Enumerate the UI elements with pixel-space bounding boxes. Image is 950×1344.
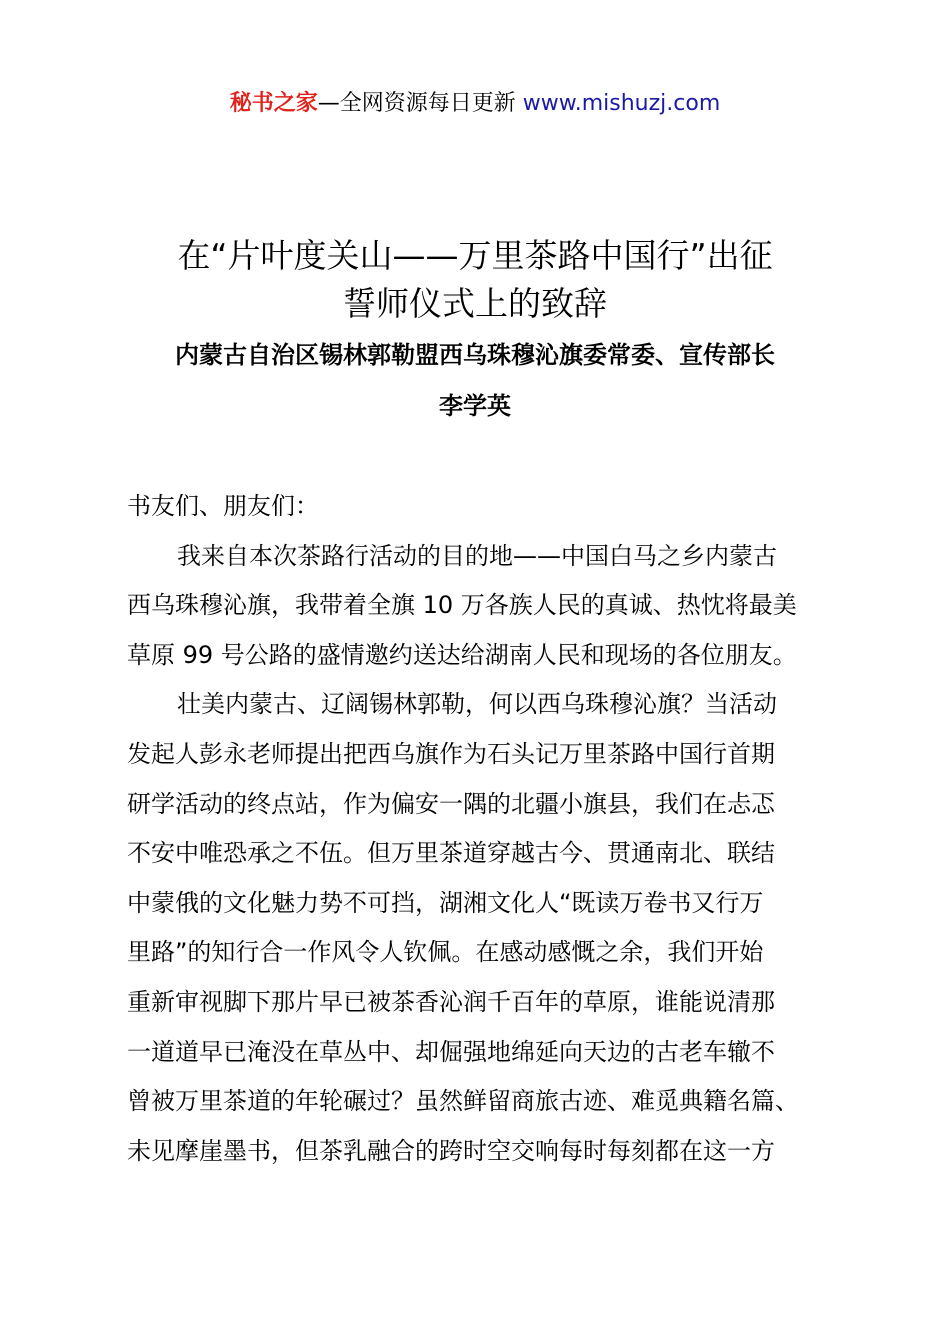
site-url-link[interactable]: www.mishuzj.com — [522, 91, 721, 116]
paragraph-line: 未见摩崖墨书，但茶乳融合的跨时空交响每时每刻都在这一方 — [127, 1136, 775, 1165]
paragraph-line: 草原 99 号公路的盛情邀约送达给湖南人民和现场的各位朋友。 — [127, 640, 797, 669]
paragraph-line: 中蒙俄的文化魅力势不可挡，湖湘文化人“既读万卷书又行万 — [127, 888, 764, 917]
title-line: 誓师仪式上的致辞 — [343, 284, 607, 323]
title-line: 在“片叶度关山——万里茶路中国行”出征 — [177, 236, 773, 275]
document-title — [0, 232, 950, 328]
paragraph-line: 我来自本次茶路行活动的目的地——中国白马之乡内蒙古 — [177, 541, 777, 570]
author-position: 内蒙古自治区锡林郭勒盟西乌珠穆沁旗委常委、宣传部长 — [175, 341, 775, 369]
paragraph-line: 研学活动的终点站，作为偏安一隅的北疆小旗县，我们在忐忑 — [127, 789, 775, 818]
paragraph-line: 壮美内蒙古、辽阔锡林郭勒，何以西乌珠穆沁旗？当活动 — [177, 690, 777, 719]
paragraph — [127, 532, 837, 681]
salutation: 书友们、朋友们： — [127, 492, 319, 520]
paragraph-line: 曾被万里茶道的年轮碾过？虽然鲜留商旅古迹、难觅典籍名篇、 — [127, 1087, 799, 1116]
author-name: 李学英 — [439, 392, 511, 420]
site-brand: 秘书之家 — [229, 91, 318, 116]
paragraph-line: 发起人彭永老师提出把西乌旗作为石头记万里茶路中国行首期 — [127, 739, 775, 768]
site-tagline: —全网资源每日更新 — [317, 91, 516, 116]
paragraph-line: 西乌珠穆沁旗，我带着全旗 10 万各族人民的真诚、热忱将最美 — [127, 591, 797, 620]
paragraph — [127, 680, 837, 1176]
paragraph-line: 不安中唯恐承之不伍。但万里茶道穿越古今、贯通南北、联结 — [127, 839, 775, 868]
paragraph-line: 里路”的知行合一作风令人钦佩。在感动感慨之余，我们开始 — [127, 938, 764, 967]
paragraph-line: 一道道早已淹没在草丛中、却倔强地绵延向天边的古老车辙不 — [127, 1037, 775, 1066]
paragraph-line: 重新审视脚下那片早已被茶香沁润千百年的草原，谁能说清那 — [127, 987, 775, 1016]
site-header — [0, 88, 950, 120]
speech-body — [127, 482, 837, 1176]
